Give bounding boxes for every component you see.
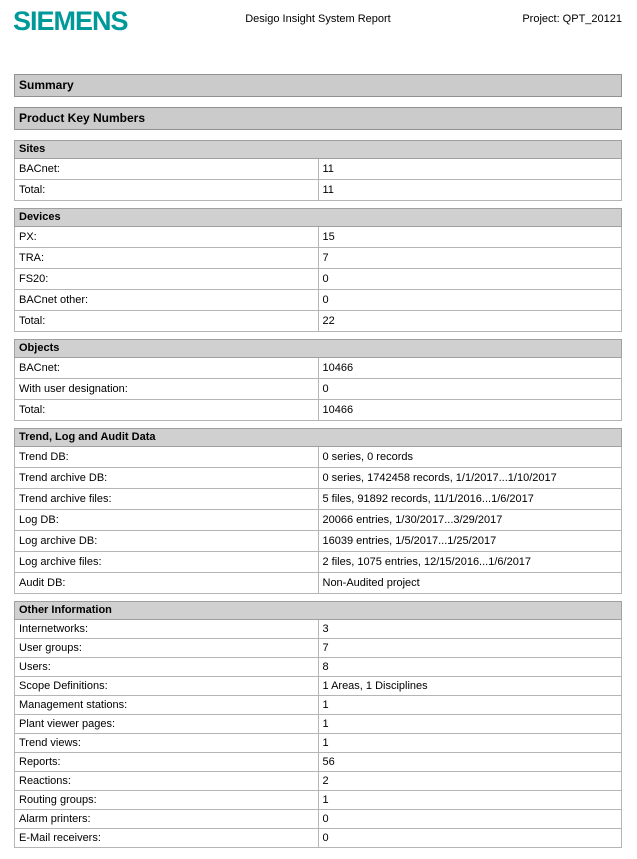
row-value: 1 Areas, 1 Disciplines [318,677,622,696]
table-header-row [15,141,622,159]
row-value: 5 files, 91892 records, 11/1/2016...1/6/2017 [318,489,622,510]
table-row [15,573,622,594]
table-row [15,510,622,531]
row-label: Management stations: [15,696,319,715]
table-row [15,772,622,791]
table-section-title: Objects [15,340,622,358]
row-value: 1 [318,734,622,753]
report-table [14,208,622,332]
row-label: BACnet: [15,159,319,180]
row-value: 10466 [318,358,622,379]
row-value: 56 [318,753,622,772]
table-row [15,227,622,248]
table-row [15,531,622,552]
row-value: 1 [318,696,622,715]
table-row [15,810,622,829]
report-header [14,0,622,48]
row-label: Trend archive DB: [15,468,319,489]
project-id: Project: QPT_20121 [522,13,622,25]
table-header-row [15,429,622,447]
table-row [15,400,622,421]
table-row [15,379,622,400]
row-value: 11 [318,159,622,180]
table-row [15,829,622,848]
row-value: Non-Audited project [318,573,622,594]
row-value: 20066 entries, 1/30/2017...3/29/2017 [318,510,622,531]
table-row [15,658,622,677]
row-label: Log DB: [15,510,319,531]
row-label: Reports: [15,753,319,772]
row-value: 0 [318,810,622,829]
table-row [15,159,622,180]
table-row [15,489,622,510]
table-section-title: Sites [15,141,622,159]
row-label: PX: [15,227,319,248]
table-row [15,269,622,290]
row-label: FS20: [15,269,319,290]
row-value: 2 files, 1075 entries, 12/15/2016...1/6/2017 [318,552,622,573]
row-label: With user designation: [15,379,319,400]
row-value: 2 [318,772,622,791]
table-section-title: Other Information [15,602,622,620]
report-table [14,339,622,421]
row-value: 15 [318,227,622,248]
table-row [15,447,622,468]
table-row [15,696,622,715]
row-label: TRA: [15,248,319,269]
table-header-row [15,602,622,620]
row-label: Audit DB: [15,573,319,594]
siemens-logo: SIEMENS [13,6,128,36]
report-table [14,428,622,594]
row-label: Log archive DB: [15,531,319,552]
row-label: Reactions: [15,772,319,791]
table-row [15,311,622,332]
row-label: Scope Definitions: [15,677,319,696]
row-value: 0 [318,379,622,400]
table-section-title: Trend, Log and Audit Data [15,429,622,447]
row-value: 0 series, 0 records [318,447,622,468]
row-value: 0 [318,829,622,848]
row-value: 7 [318,248,622,269]
table-row [15,248,622,269]
row-label: User groups: [15,639,319,658]
row-label: Total: [15,311,319,332]
row-label: Trend views: [15,734,319,753]
table-row [15,620,622,639]
row-label: Alarm printers: [15,810,319,829]
row-value: 7 [318,639,622,658]
table-section-title: Devices [15,209,622,227]
row-label: Total: [15,180,319,201]
row-label: BACnet: [15,358,319,379]
table-row [15,753,622,772]
table-row [15,468,622,489]
row-label: Internetworks: [15,620,319,639]
section-bar-product-key-numbers: Product Key Numbers [14,107,622,130]
report-table [14,140,622,201]
row-label: E-Mail receivers: [15,829,319,848]
row-label: Trend archive files: [15,489,319,510]
row-value: 3 [318,620,622,639]
table-row [15,552,622,573]
table-row [15,358,622,379]
row-label: Total: [15,400,319,421]
row-value: 0 series, 1742458 records, 1/1/2017...1/10/2017 [318,468,622,489]
tables-container [14,140,622,848]
table-row [15,734,622,753]
table-row [15,677,622,696]
table-row [15,791,622,810]
row-value: 1 [318,791,622,810]
table-row [15,290,622,311]
row-value: 16039 entries, 1/5/2017...1/25/2017 [318,531,622,552]
report-title: Desigo Insight System Report [245,13,391,25]
row-label: Users: [15,658,319,677]
row-value: 10466 [318,400,622,421]
report-table [14,601,622,848]
row-label: BACnet other: [15,290,319,311]
row-value: 22 [318,311,622,332]
row-value: 8 [318,658,622,677]
row-label: Plant viewer pages: [15,715,319,734]
row-value: 11 [318,180,622,201]
row-value: 0 [318,290,622,311]
row-value: 0 [318,269,622,290]
table-header-row [15,340,622,358]
table-row [15,715,622,734]
row-value: 1 [318,715,622,734]
section-bar-summary: Summary [14,74,622,97]
table-row [15,180,622,201]
row-label: Log archive files: [15,552,319,573]
table-row [15,639,622,658]
row-label: Routing groups: [15,791,319,810]
table-header-row [15,209,622,227]
row-label: Trend DB: [15,447,319,468]
